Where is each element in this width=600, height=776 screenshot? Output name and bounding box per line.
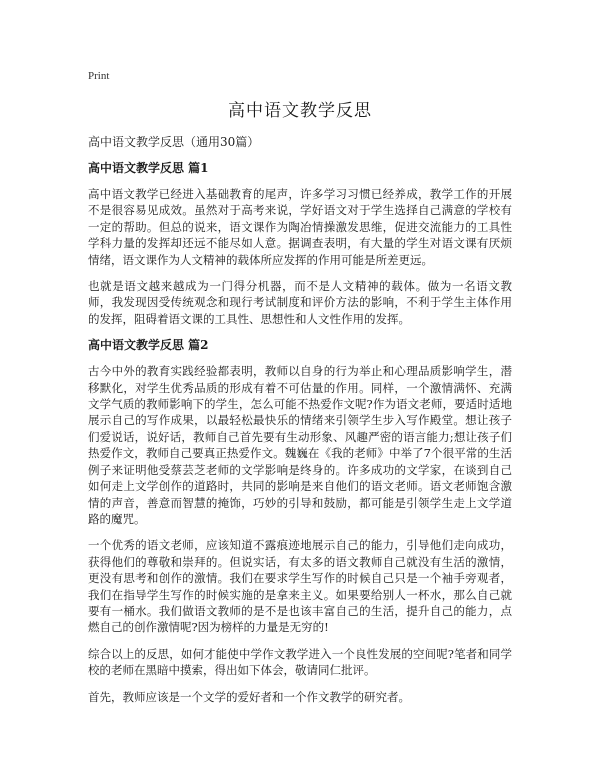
paragraph: 古今中外的教育实践经验都表明，教师以自身的行为举止和心理品质影响学生，潜移默化，对学生优秀品质的形成有着不可估量的作用。同样，一个激情满怀、充满文学气质的教师影响下的学生，怎么可能不热爱作文呢?作为语文老师，要适时适地展示自己的写作成果，以最轻松最快乐的情绪来引领学生步入写作殿堂。想让孩子们爱说话，说好话，教师自己首先要有生动形象、风趣严密的语言能力;想让孩子们热爱作文，教师自己要真正热爱作文。魏巍在《我的老师》中举了7个很平常的生活例子来证明他受蔡芸芝老师的文学影响是终身的。许多成功的文学家，在谈到自己如何走上文学创作的道路时，共同的影响是来自他们的语文老师。语文老师饱含激情的声音，善意而智慧的掩饰，巧妙的引导和鼓励，都可能是引领学生走上文学道路的魔咒。 [88,364,512,526]
paragraph: 首先，教师应该是一个文学的爱好者和一个作文教学的研究者。 [88,689,410,704]
paragraph: 也就是语文越来越成为一门得分机器，而不是人文精神的载体。做为一名语文教师，我发现因受传统观念和现行考试制度和评价方法的影响，不利于学生主体作用的发挥，阻碍着语文课的工具性、思想性和人文性作用的发挥。 [88,279,512,326]
paragraph: 综合以上的反思，如何才能使中学作文教学进入一个良性发展的空间呢?笔者和同学校的老师在黑暗中摸索，得出如下体会，敬请同仁批评。 [88,646,512,678]
section-2 [88,337,512,705]
paragraph: 高中语文教学已经进入基础教育的尾声，许多学习习惯已经养成，教学工作的开展不是很容易见成效。虽然对于高考来说，学好语文对于学生选择自己满意的学校有一定的帮助。但总的说来，语文课作为陶冶情操激发思维，促进交流能力的工具性学科力量的发挥却还远不能尽如人意。据调查表明，有大量的学生对语文课有厌烦情绪，语文课作为人文精神的载体所应发挥的作用可能是所差更远。 [88,187,512,267]
section-1 [88,160,512,327]
section-heading: 高中语文教学反思 篇2 [88,338,209,353]
print-label: Print [88,70,110,82]
document-body [88,134,512,715]
paragraph: 一个优秀的语文老师，应该知道不露痕迹地展示自己的能力，引导他们走向成功，获得他们的尊敬和崇拜的。但说实话，有太多的语文教师自己就没有生活的激情，更没有思考和创作的激情。我们在要求学生写作的时候自己只是一个袖手旁观者，我们在指导学生写作的时候实施的是拿来主义。如果要给别人一杯水，那么自己就要有一桶水。我们做语文教师的是不是也该丰富自己的生活，提升自己的能力，点燃自己的创作激情呢?因为榜样的力量是无穷的! [88,538,512,635]
section-heading: 高中语文教学反思 篇1 [88,161,209,175]
document-title: 高中语文教学反思 [228,101,372,121]
document-subtitle: 高中语文教学反思（通用30篇） [88,135,260,149]
